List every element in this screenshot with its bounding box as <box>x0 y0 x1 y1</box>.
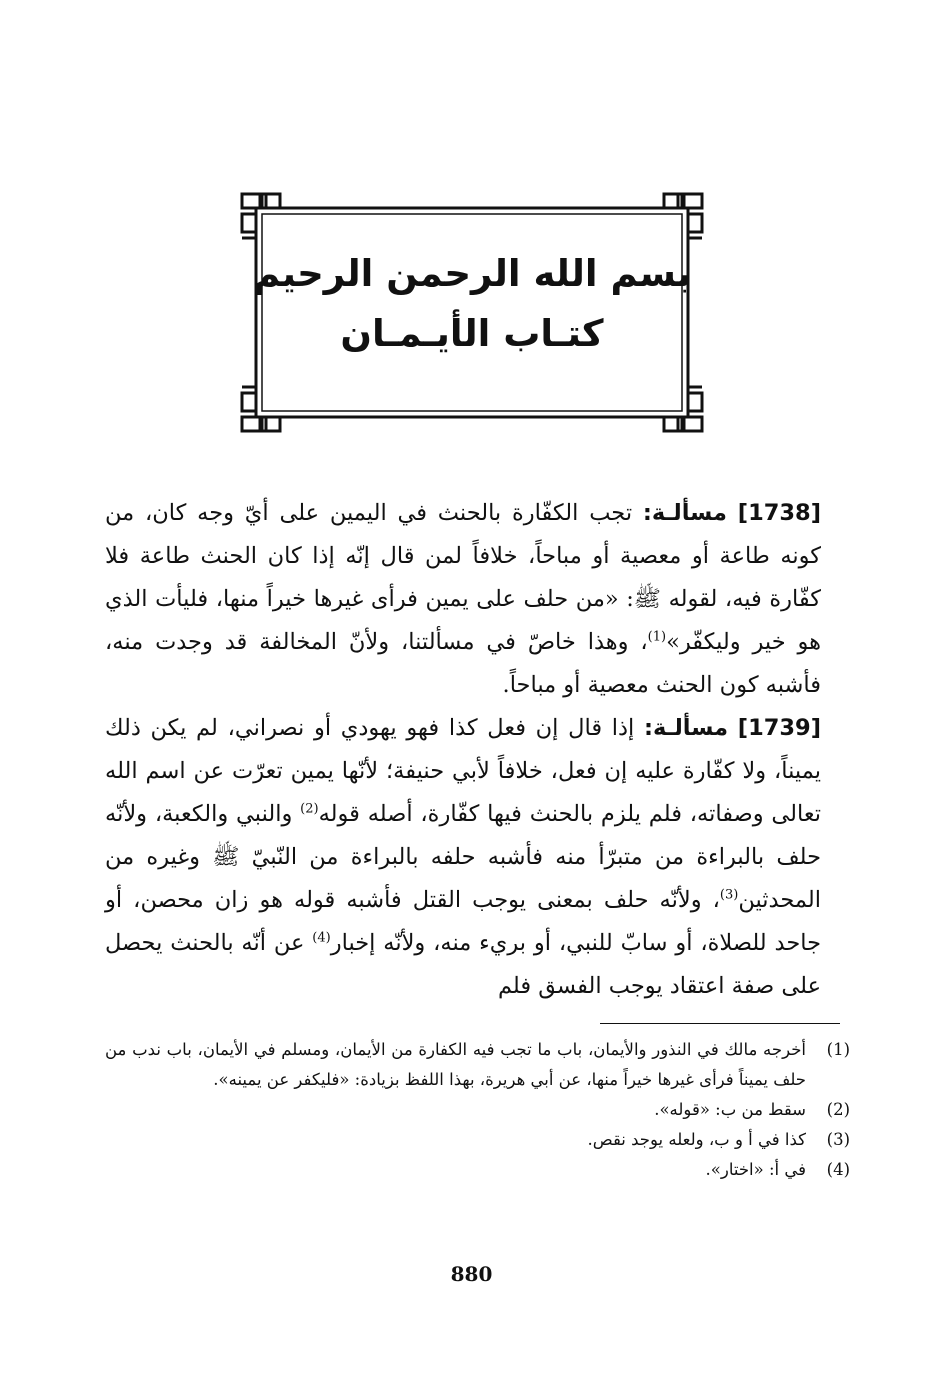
issue-text: ، ولأنّه حلف بمعنى يوجب القتل فأشبه قوله هو زان محصن، أو جاحد للصلاة، أو سابّ للنبي، أو بريء منه، ولأنّه إخبار <box>105 887 821 956</box>
footnote-text: أخرجه مالك في النذور والأيمان، باب ما تجب فيه الكفارة من الأيمان، ومسلم في الأيمان، باب ندب من حلف يميناً فرأى غيرها خيراً منها، عن أبي هريرة، بهذا اللفظ بزيادة: «فليكفر عن يمينه». <box>105 1040 806 1089</box>
issue-text: والنبي والكعبة، ولأنّه حلف بالبراءة من متبرّأ منه فأشبه حلفه بالبراءة من النّبيّ ﷺ وغيره من المحدثين <box>105 801 821 913</box>
footnote-separator <box>600 1023 840 1024</box>
issue-paragraph-1739 <box>105 707 821 1008</box>
footnote-number: (1) <box>826 1040 850 1059</box>
footnote-text: في أ: «اختار». <box>705 1160 806 1179</box>
footnote-number: (3) <box>826 1130 850 1149</box>
main-text <box>105 492 821 1008</box>
footnote-ref[interactable]: (1) <box>647 629 667 645</box>
issue-text: تجب الكفّارة بالحنث في اليمين على أيّ وجه كان، من كونه طاعة أو معصية أو مباحاً، خلافاً لمن قال إنّه إذا كان الحنث طاعة فلا كفّارة فيه، لقوله ﷺ: «من حلف على يمين فرأى غيرها خيراً منها، فليأت الذي هو خير وليكفّر» <box>105 500 821 655</box>
footnote-item <box>105 1035 850 1095</box>
issue-number: [1738] <box>737 500 822 526</box>
footnote-item <box>105 1155 850 1185</box>
title-frame <box>238 190 706 435</box>
issue-number: [1739] <box>737 715 821 741</box>
footnote-item <box>105 1095 850 1125</box>
footnote-ref[interactable]: (3) <box>719 887 739 903</box>
footnote-ref[interactable]: (4) <box>312 930 331 946</box>
issue-paragraph-1738 <box>105 492 821 707</box>
footnote-number: (4) <box>826 1160 850 1179</box>
issue-label: مسألـة: <box>642 500 727 526</box>
issue-text: عن أنّه بالحنث يحصل على صفة اعتقاد يوجب الفسق فلم <box>105 930 821 999</box>
footnote-item <box>105 1125 850 1155</box>
page-number: 880 <box>450 1262 493 1286</box>
basmala-heading: بسم الله الرحمن الرحيم <box>252 252 692 295</box>
footnote-text: سقط من ب: «قوله». <box>654 1100 806 1119</box>
issue-text: إذا قال إن فعل كذا فهو يهودي أو نصراني، لم يكن ذلك يميناً، ولا كفّارة عليه إن فعل، خلافاً لأبي حنيفة؛ لأنّها يمين تعرّت عن اسم الله تعالى وصفاته، فلم يلزم بالحنث فيها كفّارة، أصله قوله <box>105 715 821 827</box>
footnotes <box>105 1035 850 1185</box>
footnote-ref[interactable]: (2) <box>300 801 319 817</box>
issue-text: ، وهذا خاصّ في مسألتنا، ولأنّ المخالفة قد وجدت منه، فأشبه كون الحنث معصية أو مباحاً. <box>105 629 821 698</box>
issue-label: مسألـة: <box>644 715 729 741</box>
footnote-number: (2) <box>826 1100 850 1119</box>
chapter-title: كتـاب الأيـمـان <box>340 312 604 355</box>
footnote-text: كذا في أ و ب، ولعله يوجد نقص. <box>587 1130 806 1149</box>
